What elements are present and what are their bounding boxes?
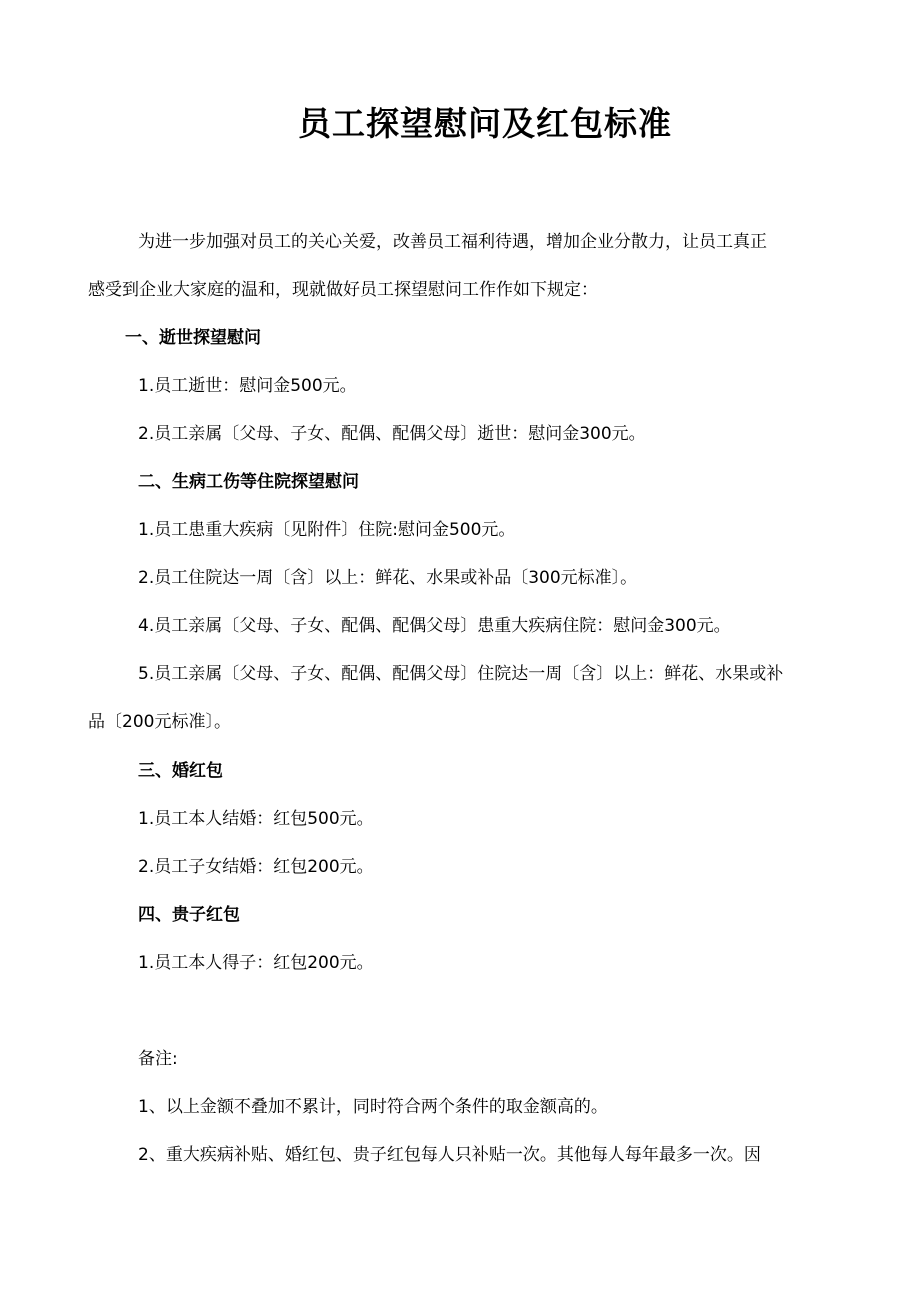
section-2-item-1: 1.员工患重大疾病〔见附件〕住院:慰问金500元。 bbox=[138, 520, 516, 540]
section-heading-3: 三、婚红包 bbox=[138, 761, 223, 781]
intro-line-1: 为进一步加强对员工的关心关爱，改善员工福利待遇，增加企业分散力，让员工真正 bbox=[138, 232, 767, 252]
intro-line-2: 感受到企业大家庭的温和，现就做好员工探望慰问工作作如下规定： bbox=[88, 280, 598, 300]
document-title: 员工探望慰问及红包标准 bbox=[298, 104, 672, 143]
note-item-1: 1、以上金额不叠加不累计，同时符合两个条件的取金额高的。 bbox=[138, 1097, 608, 1117]
section-1-item-1: 1.员工逝世：慰问金500元。 bbox=[138, 376, 357, 396]
section-3-item-1: 1.员工本人结婚：红包500元。 bbox=[138, 809, 374, 829]
section-3-item-2: 2.员工子女结婚：红包200元。 bbox=[138, 857, 374, 877]
section-2-item-2: 2.员工住院达一周〔含〕以上：鲜花、水果或补品〔300元标准〕。 bbox=[138, 568, 638, 588]
section-1-item-2: 2.员工亲属〔父母、子女、配偶、配偶父母〕逝世：慰问金300元。 bbox=[138, 424, 646, 444]
section-2-item-4-continued: 品〔200元标准〕。 bbox=[88, 712, 231, 732]
section-heading-4: 四、贵子红包 bbox=[138, 905, 240, 925]
section-heading-2: 二、生病工伤等住院探望慰问 bbox=[138, 472, 359, 492]
note-item-2: 2、重大疾病补贴、婚红包、贵子红包每人只补贴一次。其他每人每年最多一次。因 bbox=[138, 1145, 761, 1165]
section-4-item-1: 1.员工本人得子：红包200元。 bbox=[138, 953, 374, 973]
section-heading-1: 一、逝世探望慰问 bbox=[125, 328, 261, 348]
section-2-item-4: 5.员工亲属〔父母、子女、配偶、配偶父母〕住院达一周〔含〕以上：鲜花、水果或补 bbox=[138, 664, 784, 684]
notes-label: 备注: bbox=[138, 1049, 178, 1069]
section-2-item-3: 4.员工亲属〔父母、子女、配偶、配偶父母〕患重大疾病住院：慰问金300元。 bbox=[138, 616, 731, 636]
